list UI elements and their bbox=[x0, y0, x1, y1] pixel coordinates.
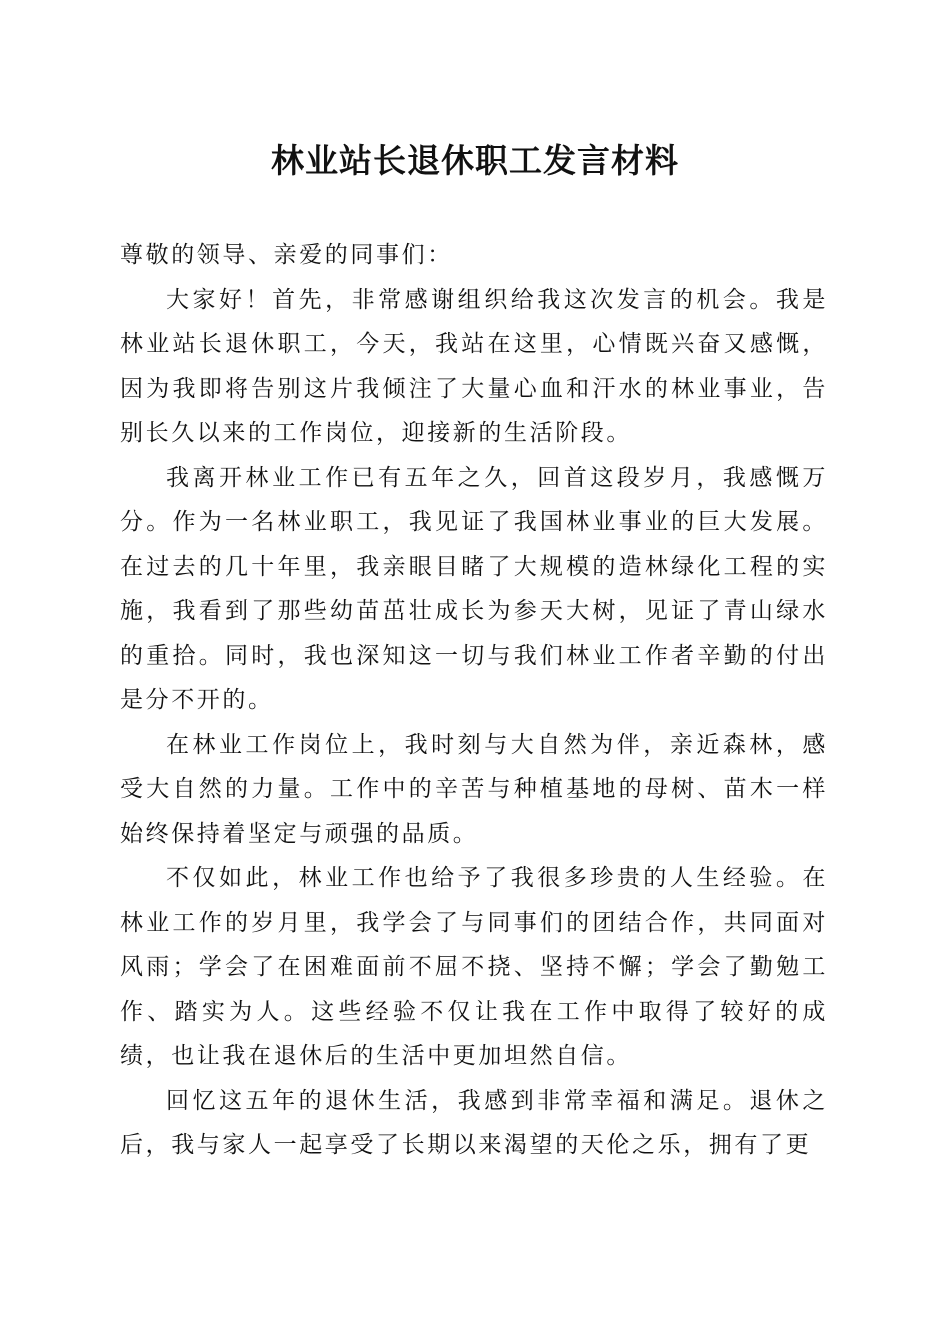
salutation: 尊敬的领导、亲爱的同事们： bbox=[120, 242, 453, 268]
document-body bbox=[120, 233, 828, 1168]
paragraph-1: 大家好！首先，非常感谢组织给我这次发言的机会。我是林业站长退休职工，今天，我站在这里，心情既兴奋又感慨，因为我即将告别这片我倾注了大量心血和汗水的林业事业，告别长久以来的工作岗位，迎接新的生活阶段。 bbox=[120, 286, 828, 446]
document-title: 林业站长退休职工发言材料 bbox=[271, 141, 679, 180]
paragraph-5: 回忆这五年的退休生活，我感到非常幸福和满足。退休之后，我与家人一起享受了长期以来渴望的天伦之乐，拥有了更 bbox=[120, 1087, 828, 1158]
paragraph-4: 不仅如此，林业工作也给予了我很多珍贵的人生经验。在林业工作的岁月里，我学会了与同事们的团结合作，共同面对风雨；学会了在困难面前不屈不挠、坚持不懈；学会了勤勉工作、踏实为人。这些经验不仅让我在工作中取得了较好的成绩，也让我在退休后的生活中更加坦然自信。 bbox=[120, 865, 828, 1069]
paragraph-2: 我离开林业工作已有五年之久，回首这段岁月，我感慨万分。作为一名林业职工，我见证了我国林业事业的巨大发展。在过去的几十年里，我亲眼目睹了大规模的造林绿化工程的实施，我看到了那些幼苗茁壮成长为参天大树，见证了青山绿水的重拾。同时，我也深知这一切与我们林业工作者辛勤的付出是分不开的。 bbox=[120, 464, 828, 713]
paragraph-3: 在林业工作岗位上，我时刻与大自然为伴，亲近森林，感受大自然的力量。工作中的辛苦与种植基地的母树、苗木一样始终保持着坚定与顽强的品质。 bbox=[120, 731, 828, 847]
